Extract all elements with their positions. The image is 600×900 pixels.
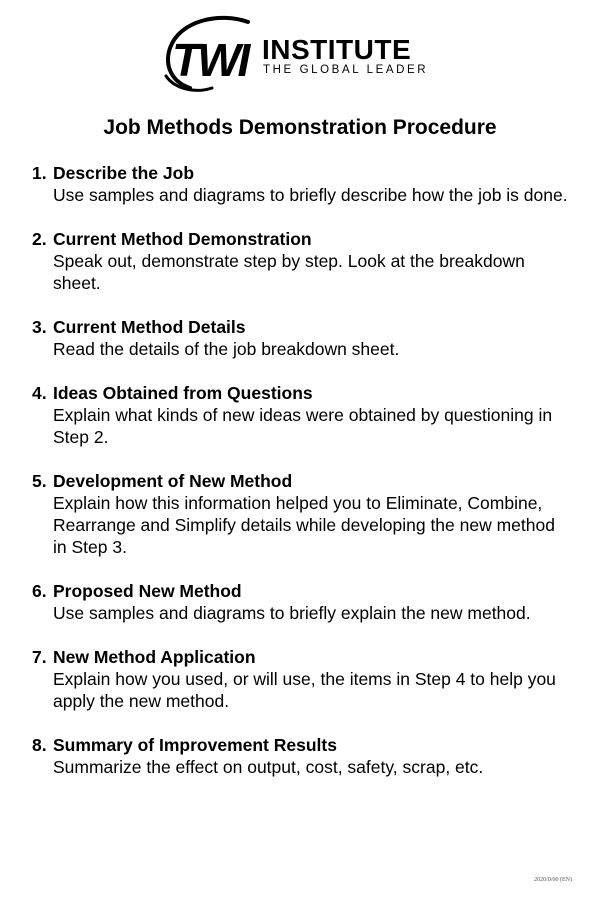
twi-institute-logo — [160, 14, 440, 94]
logo-wordmark: INSTITUTE — [262, 34, 412, 65]
step-description: Speak out, demonstrate step by step. Look at the breakdown sheet. — [53, 251, 525, 293]
step-title: Summary of Improvement Results — [53, 735, 337, 755]
step-number: 2. — [32, 229, 47, 249]
step-item — [32, 580, 572, 624]
logo-mark-text: TWI — [172, 34, 248, 86]
step-title: Current Method Details — [53, 317, 246, 337]
step-item — [32, 228, 572, 294]
page-title: Job Methods Demonstration Procedure — [103, 116, 497, 139]
step-item — [32, 646, 572, 712]
step-title: Describe the Job — [53, 163, 195, 183]
step-number: 5. — [32, 471, 47, 491]
step-item — [32, 470, 572, 558]
step-title: New Method Application — [53, 647, 256, 667]
step-description: Read the details of the job breakdown sheet. — [53, 339, 400, 359]
step-number: 6. — [32, 581, 47, 601]
step-title: Proposed New Method — [53, 581, 242, 601]
step-description: Explain how this information helped you to Eliminate, Combine, Rearrange and Simplify details while developing the new method in Step 3. — [53, 493, 555, 557]
step-title: Ideas Obtained from Questions — [53, 383, 313, 403]
step-item — [32, 316, 572, 360]
step-item — [32, 382, 572, 448]
step-number: 1. — [32, 163, 47, 183]
logo-tagline: THE GLOBAL LEADER — [263, 64, 429, 76]
step-description: Use samples and diagrams to briefly describe how the job is done. — [53, 185, 568, 205]
step-description: Explain what kinds of new ideas were obtained by questioning in Step 2. — [53, 405, 553, 447]
step-description: Explain how you used, or will use, the items in Step 4 to help you apply the new method. — [53, 669, 556, 711]
step-description: Summarize the effect on output, cost, safety, scrap, etc. — [53, 757, 484, 777]
step-description: Use samples and diagrams to briefly explain the new method. — [53, 603, 531, 623]
step-number: 4. — [32, 383, 47, 403]
step-number: 3. — [32, 317, 47, 337]
step-item — [32, 734, 572, 778]
step-item — [32, 162, 572, 206]
document-code: 2020/0/00 (EN) — [534, 877, 572, 883]
step-number: 7. — [32, 647, 47, 667]
step-number: 8. — [32, 735, 47, 755]
step-title: Development of New Method — [53, 471, 293, 491]
steps-list — [32, 162, 572, 800]
step-title: Current Method Demonstration — [53, 229, 312, 249]
